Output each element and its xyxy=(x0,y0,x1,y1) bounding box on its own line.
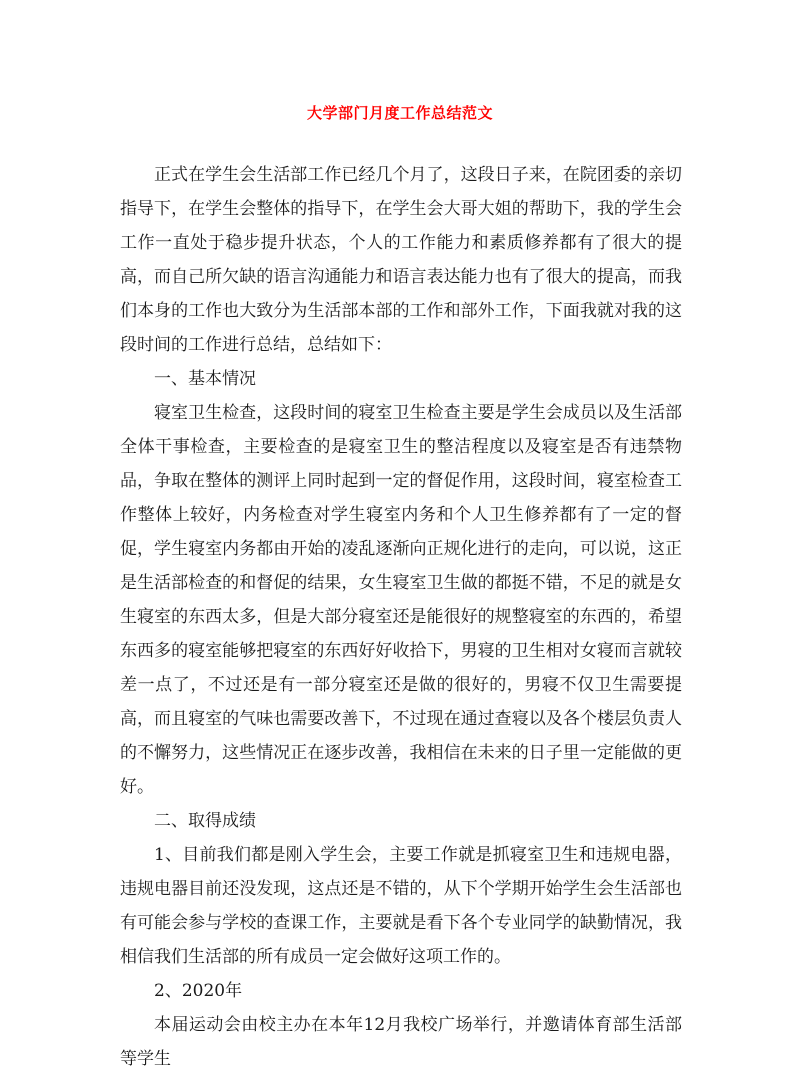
paragraph-intro: 正式在学生会生活部工作已经几个月了，这段日子来，在院团委的亲切指导下，在学生会整体的指导下，在学生会大哥大姐的帮助下，我的学生会工作一直处于稳步提升状态，个人的工作能力和素质修养都有了很大的提高，而自己所欠缺的语言沟通能力和语言表达能力也有了很大的提高，而我们本身的工作也大致分为生活部本部的工作和部外工作，下面我就对我的这段时间的工作进行总结，总结如下： xyxy=(120,165,682,355)
paragraph-sports-meet: 本届运动会由校主办在本年12月我校广场举行，并邀请体育部生活部等学生 xyxy=(120,1015,682,1069)
section-heading-basic-situation: 一、基本情况 xyxy=(154,369,256,389)
section-heading-achievements: 二、取得成绩 xyxy=(154,811,256,831)
paragraph-achievement-2-heading: 2、2020年 xyxy=(154,981,243,1001)
document-body xyxy=(120,158,682,1076)
document-title: 大学部门月度工作总结范文 xyxy=(306,104,493,122)
paragraph-achievement-1: 1、目前我们都是刚入学生会，主要工作就是抓寝室卫生和违规电器，违规电器目前还没发现，这点还是不错的，从下个学期开始学生会生活部也有可能会参与学校的查课工作，主要就是看下各个专业同学的缺勤情况，我相信我们生活部的所有成员一定会做好这项工作的。 xyxy=(120,845,682,967)
paragraph-dorm-inspection: 寝室卫生检查，这段时间的寝室卫生检查主要是学生会成员以及生活部全体干事检查，主要检查的是寝室卫生的整洁程度以及寝室是否有违禁物品，争取在整体的测评上同时起到一定的督促作用，这段时间，寝室检查工作整体上较好，内务检查对学生寝室内务和个人卫生修养都有了一定的督促，学生寝室内务都由开始的凌乱逐渐向正规化进行的走向，可以说，这正是生活部检查的和督促的结果，女生寝室卫生做的都挺不错，不足的就是女生寝室的东西太多，但是大部分寝室还是能很好的规整寝室的东西的，希望东西多的寝室能够把寝室的东西好好收拾下，男寝的卫生相对女寝而言就较差一点了，不过还是有一部分寝室还是做的很好的，男寝不仅卫生需要提高，而且寝室的气味也需要改善下，不过现在通过查寝以及各个楼层负责人的不懈努力，这些情况正在逐步改善，我相信在未来的日子里一定能做的更好。 xyxy=(120,403,682,797)
